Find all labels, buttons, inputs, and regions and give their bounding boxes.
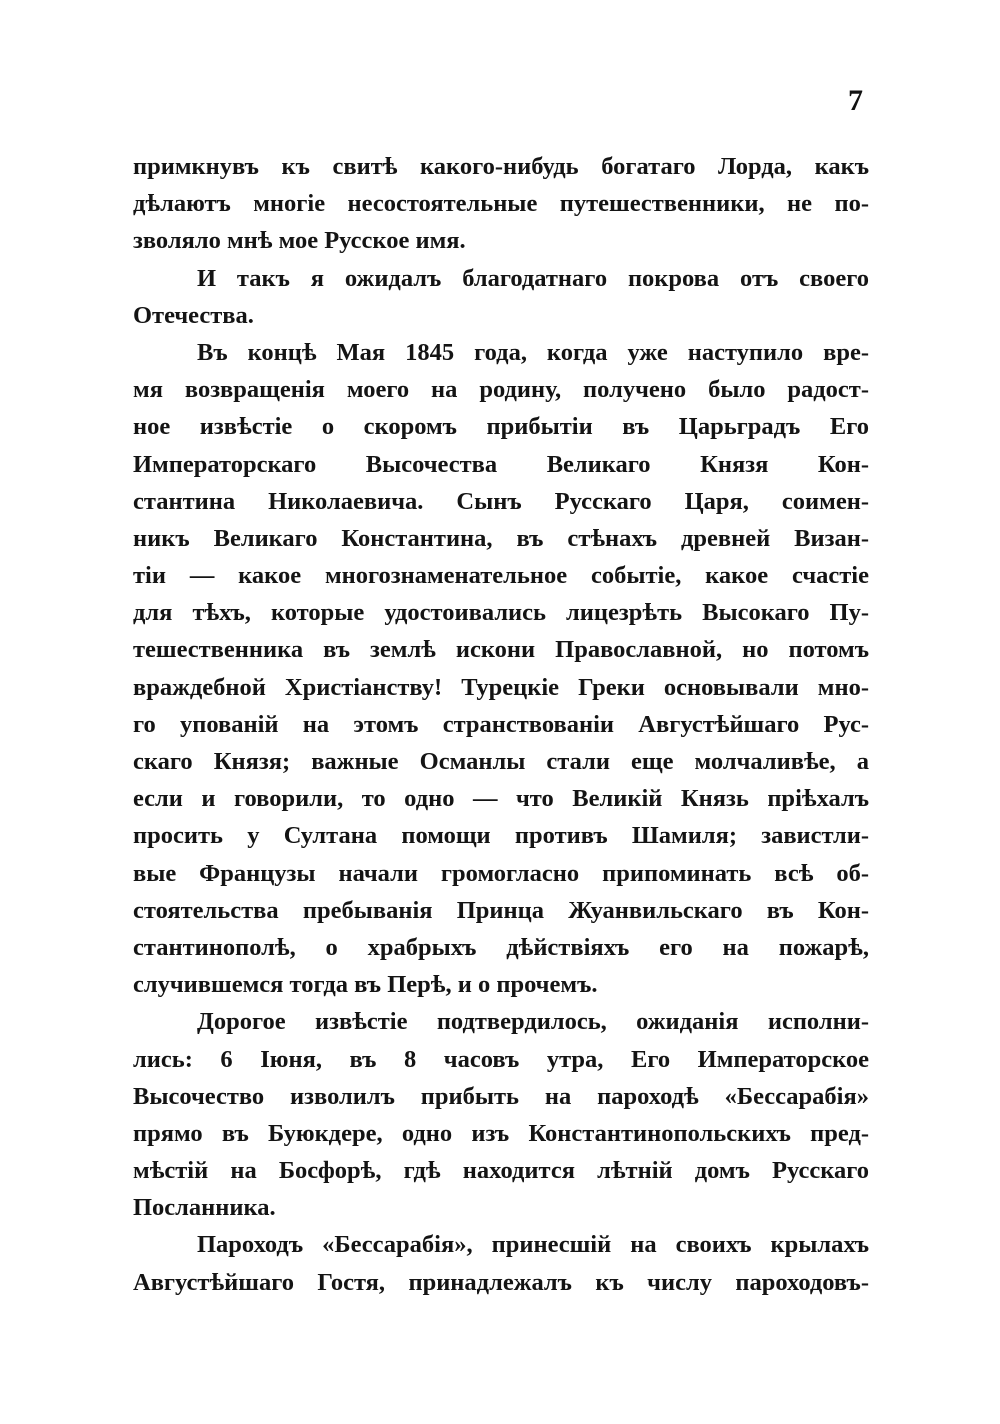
- text-line: просить у Султана помощи противъ Шамиля; завистли-: [133, 822, 869, 850]
- text-line: дѣлаютъ многіе несостоятельные путешественники, не по-: [133, 190, 869, 218]
- paragraph: [133, 1003, 869, 1226]
- text-line: Посланника.: [133, 1194, 276, 1222]
- text-line: враждебной Христіанству! Турецкіе Греки основывали мно-: [133, 673, 869, 701]
- page-number: 7: [848, 84, 863, 117]
- text-line: мя возвращенія моего на родину, получено было радост-: [133, 376, 869, 404]
- text-line: ное извѣстіе о скоромъ прибытіи въ Царьградъ Его: [133, 413, 869, 441]
- paragraph: [133, 1226, 869, 1300]
- text-line: случившемся тогда въ Перѣ, и о прочемъ.: [133, 971, 598, 999]
- text-line: никъ Великаго Константина, въ стѣнахъ древней Визан-: [133, 524, 869, 552]
- text-line: для тѣхъ, которые удостоивались лицезрѣть Высокаго Пу-: [133, 599, 869, 627]
- text-line: Дорогое извѣстіе подтвердилось, ожиданія исполни-: [197, 1008, 869, 1036]
- text-line: И такъ я ожидалъ благодатнаго покрова отъ своего: [197, 264, 869, 292]
- text-line: стантина Николаевича. Сынъ Русскаго Царя, соимен-: [133, 487, 869, 515]
- text-line: стоятельства пребыванія Принца Жуанвильскаго въ Кон-: [133, 896, 869, 924]
- text-line: мѣстій на Босфорѣ, гдѣ находится лѣтній домъ Русскаго: [133, 1157, 869, 1185]
- body-text: [133, 148, 869, 1301]
- text-line: Пароходъ «Бессарабія», принесшій на своихъ крылахъ: [197, 1231, 869, 1259]
- text-line: вые Французы начали громогласно припоминать всѣ об-: [133, 859, 869, 887]
- text-line: Отечества.: [133, 301, 254, 329]
- text-line: Высочество изволилъ прибыть на пароходѣ «Бессарабія»: [133, 1082, 869, 1110]
- text-line: если и говорили, то одно — что Великій Князь пріѣхалъ: [133, 785, 869, 813]
- text-line: Въ концѣ Мая 1845 года, когда уже наступило вре-: [197, 338, 869, 366]
- text-line: тіи — какое многознаменательное событіе, какое счастіе: [133, 562, 869, 590]
- paragraph: [133, 334, 869, 1003]
- text-line: прямо въ Буюкдере, одно изъ Константинопольскихъ пред-: [133, 1119, 869, 1147]
- text-line: зволяло мнѣ мое Русское имя.: [133, 227, 466, 255]
- text-line: скаго Князя; важные Османлы стали еще молчаливѣе, а: [133, 748, 869, 775]
- text-line: го упованій на этомъ странствованіи Августѣйшаго Рус-: [133, 710, 869, 738]
- text-line: Августѣйшаго Гостя, принадлежалъ къ числу пароходовъ-: [133, 1268, 869, 1296]
- text-line: Императорскаго Высочества Великаго Князя Кон-: [133, 450, 869, 478]
- text-line: тешественника въ землѣ искони Православной, но потомъ: [133, 636, 869, 664]
- text-line: примкнувъ къ свитѣ какого-нибудь богатаго Лорда, какъ: [133, 153, 869, 180]
- paragraph: [133, 148, 869, 260]
- text-line: лись: 6 Іюня, въ 8 часовъ утра, Его Императорское: [133, 1045, 869, 1073]
- text-line: стантинополѣ, о храбрыхъ дѣйствіяхъ его на пожарѣ,: [133, 933, 869, 961]
- paragraph: [133, 260, 869, 334]
